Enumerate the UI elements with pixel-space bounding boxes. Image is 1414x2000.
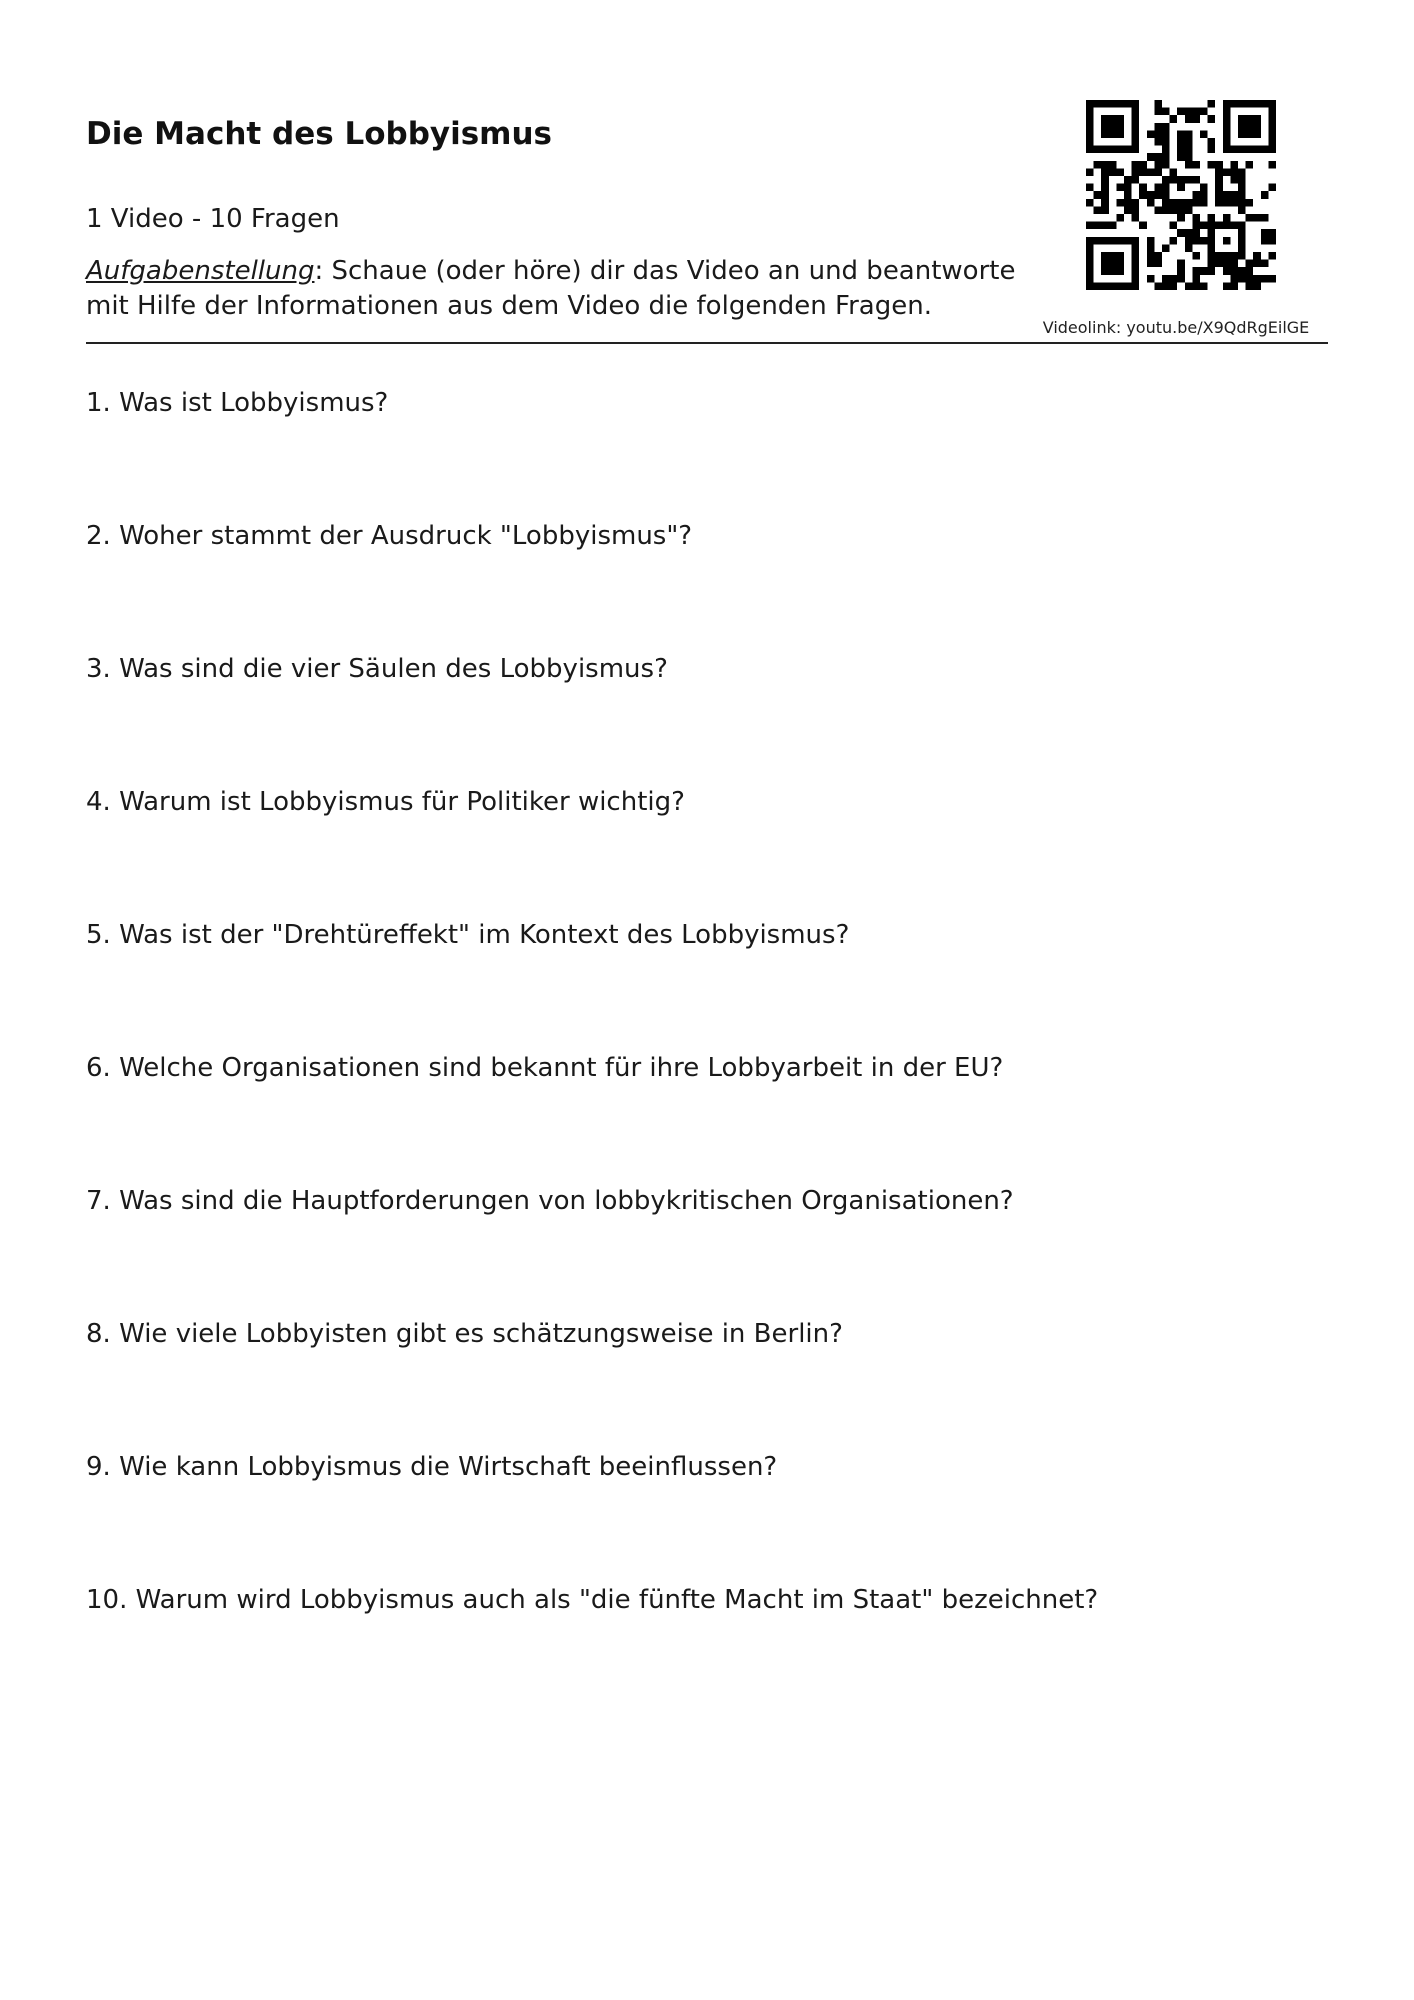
qr-code-icon <box>1086 100 1276 290</box>
question-item: 3. Was sind die vier Säulen des Lobbyismus? <box>86 654 668 684</box>
task-text: : Schaue (oder höre) dir das Video an und beantworte mit Hilfe der Informationen aus dem Video die folgenden Fragen. <box>86 256 1016 322</box>
subtitle: 1 Video - 10 Fragen <box>86 204 340 234</box>
task-instructions <box>86 254 1036 324</box>
video-link: Videolink: youtu.be/X9QdRgEilGE <box>1042 318 1310 337</box>
question-item: 10. Warum wird Lobbyismus auch als "die fünfte Macht im Staat" bezeichnet? <box>86 1585 1099 1615</box>
header-divider <box>86 342 1328 344</box>
page-title: Die Macht des Lobbyismus <box>86 116 552 152</box>
question-item: 8. Wie viele Lobbyisten gibt es schätzungsweise in Berlin? <box>86 1319 843 1349</box>
question-item: 4. Warum ist Lobbyismus für Politiker wichtig? <box>86 787 685 817</box>
question-item: 9. Wie kann Lobbyismus die Wirtschaft beeinflussen? <box>86 1452 778 1482</box>
question-item: 2. Woher stammt der Ausdruck "Lobbyismus"? <box>86 521 693 551</box>
question-item: 1. Was ist Lobbyismus? <box>86 388 389 418</box>
question-item: 6. Welche Organisationen sind bekannt für ihre Lobbyarbeit in der EU? <box>86 1053 1004 1083</box>
question-list <box>86 388 1326 1718</box>
question-item: 7. Was sind die Hauptforderungen von lobbykritischen Organisationen? <box>86 1186 1014 1216</box>
question-item: 5. Was ist der "Drehtüreffekt" im Kontext des Lobbyismus? <box>86 920 850 950</box>
task-label: Aufgabenstellung <box>86 256 315 286</box>
